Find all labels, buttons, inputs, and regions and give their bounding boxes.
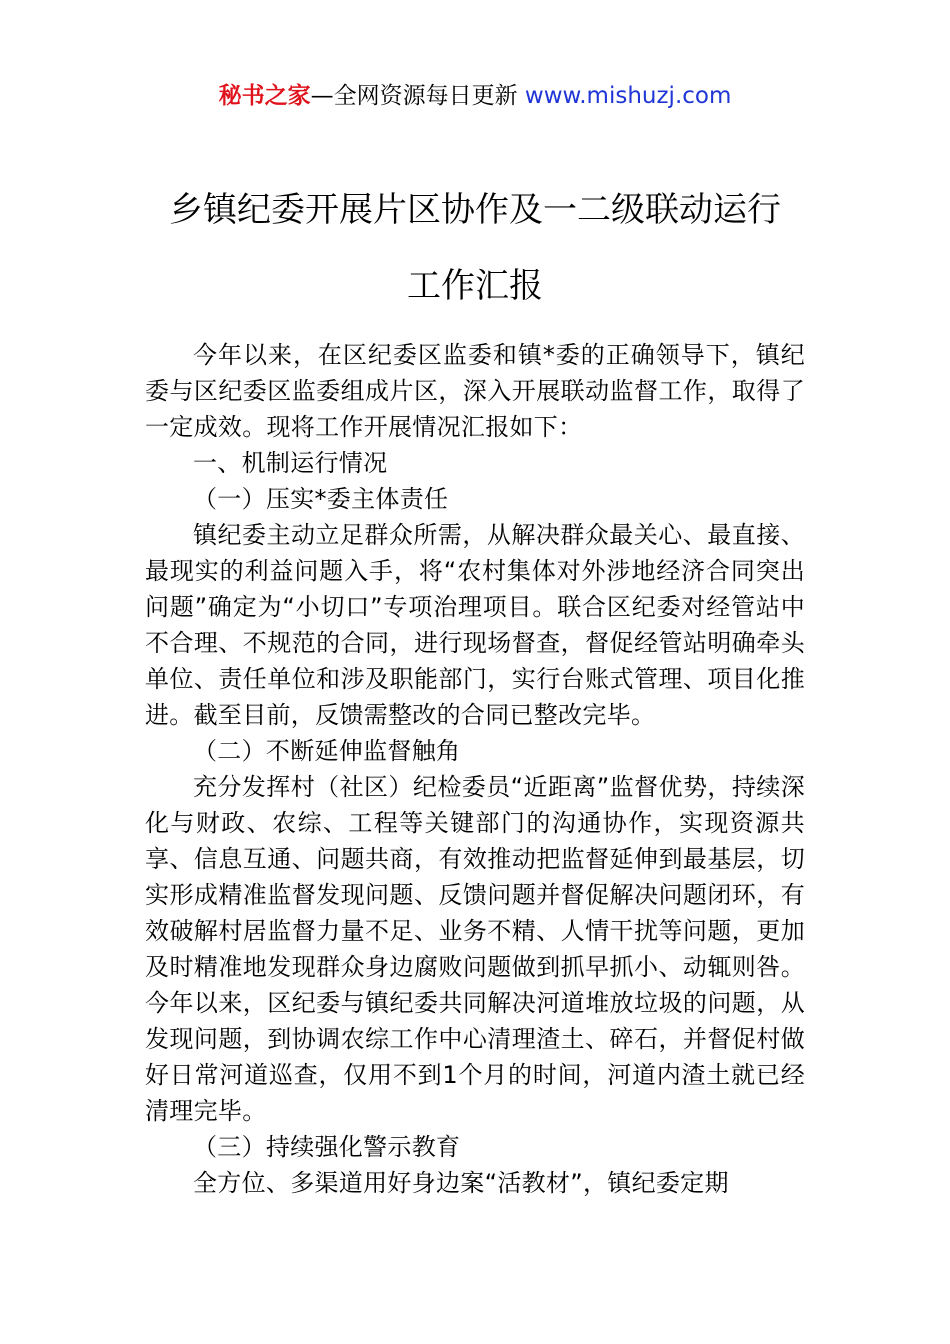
title-line-2: 工作汇报 (407, 266, 543, 306)
body-paragraph-2: 充分发挥村（社区）纪检委员“近距离”监督优势，持续深化与财政、农综、工程等关键部门的沟通协作，实现资源共享、信息互通、问题共商，有效推动把监督延伸到最基层，切实形成精准监督发现问题、反馈问题并督促解决问题闭环，有效破解村居监督力量不足、业务不精、人情干扰等问题，更加及时精准地发现群众身边腐败问题做到抓早抓小、动辄则咎。今年以来，区纪委与镇纪委共同解决河道堆放垃圾的问题，从发现问题，到协调农综工作中心清理渣土、碎石，并督促村做好日常河道巡查，仅用不到1个月的时间，河道内渣土就已经清理完毕。 (145, 773, 805, 1125)
site-url-link[interactable]: www.mishuzj.com (524, 83, 732, 109)
site-tagline: —全网资源每日更新 (310, 83, 525, 109)
document-title (0, 172, 950, 324)
subsection-heading-3: （三）持续强化警示教育 (193, 1133, 461, 1161)
document-body (145, 337, 805, 1201)
subsection-heading-2: （二）不断延伸监督触角 (193, 737, 461, 765)
body-paragraph-3: 全方位、多渠道用好身边案“活教材”，镇纪委定期 (193, 1169, 729, 1197)
intro-paragraph: 今年以来，在区纪委区监委和镇*委的正确领导下，镇纪委与区纪委区监委组成片区，深入开展联动监督工作，取得了一定成效。现将工作开展情况汇报如下： (145, 341, 805, 441)
section-heading-1: 一、机制运行情况 (193, 449, 388, 477)
site-brand-name: 秘书之家 (218, 83, 311, 109)
title-line-1: 乡镇纪委开展片区协作及一二级联动运行 (169, 190, 781, 230)
site-header (0, 80, 950, 112)
subsection-heading-1: （一）压实*委主体责任 (193, 485, 449, 513)
body-paragraph-1: 镇纪委主动立足群众所需，从解决群众最关心、最直接、最现实的利益问题入手，将“农村集体对外涉地经济合同突出问题”确定为“小切口”专项治理项目。联合区纪委对经管站中不合理、不规范的合同，进行现场督查，督促经管站明确牵头单位、责任单位和涉及职能部门，实行台账式管理、项目化推进。截至目前，反馈需整改的合同已整改完毕。 (145, 521, 805, 729)
